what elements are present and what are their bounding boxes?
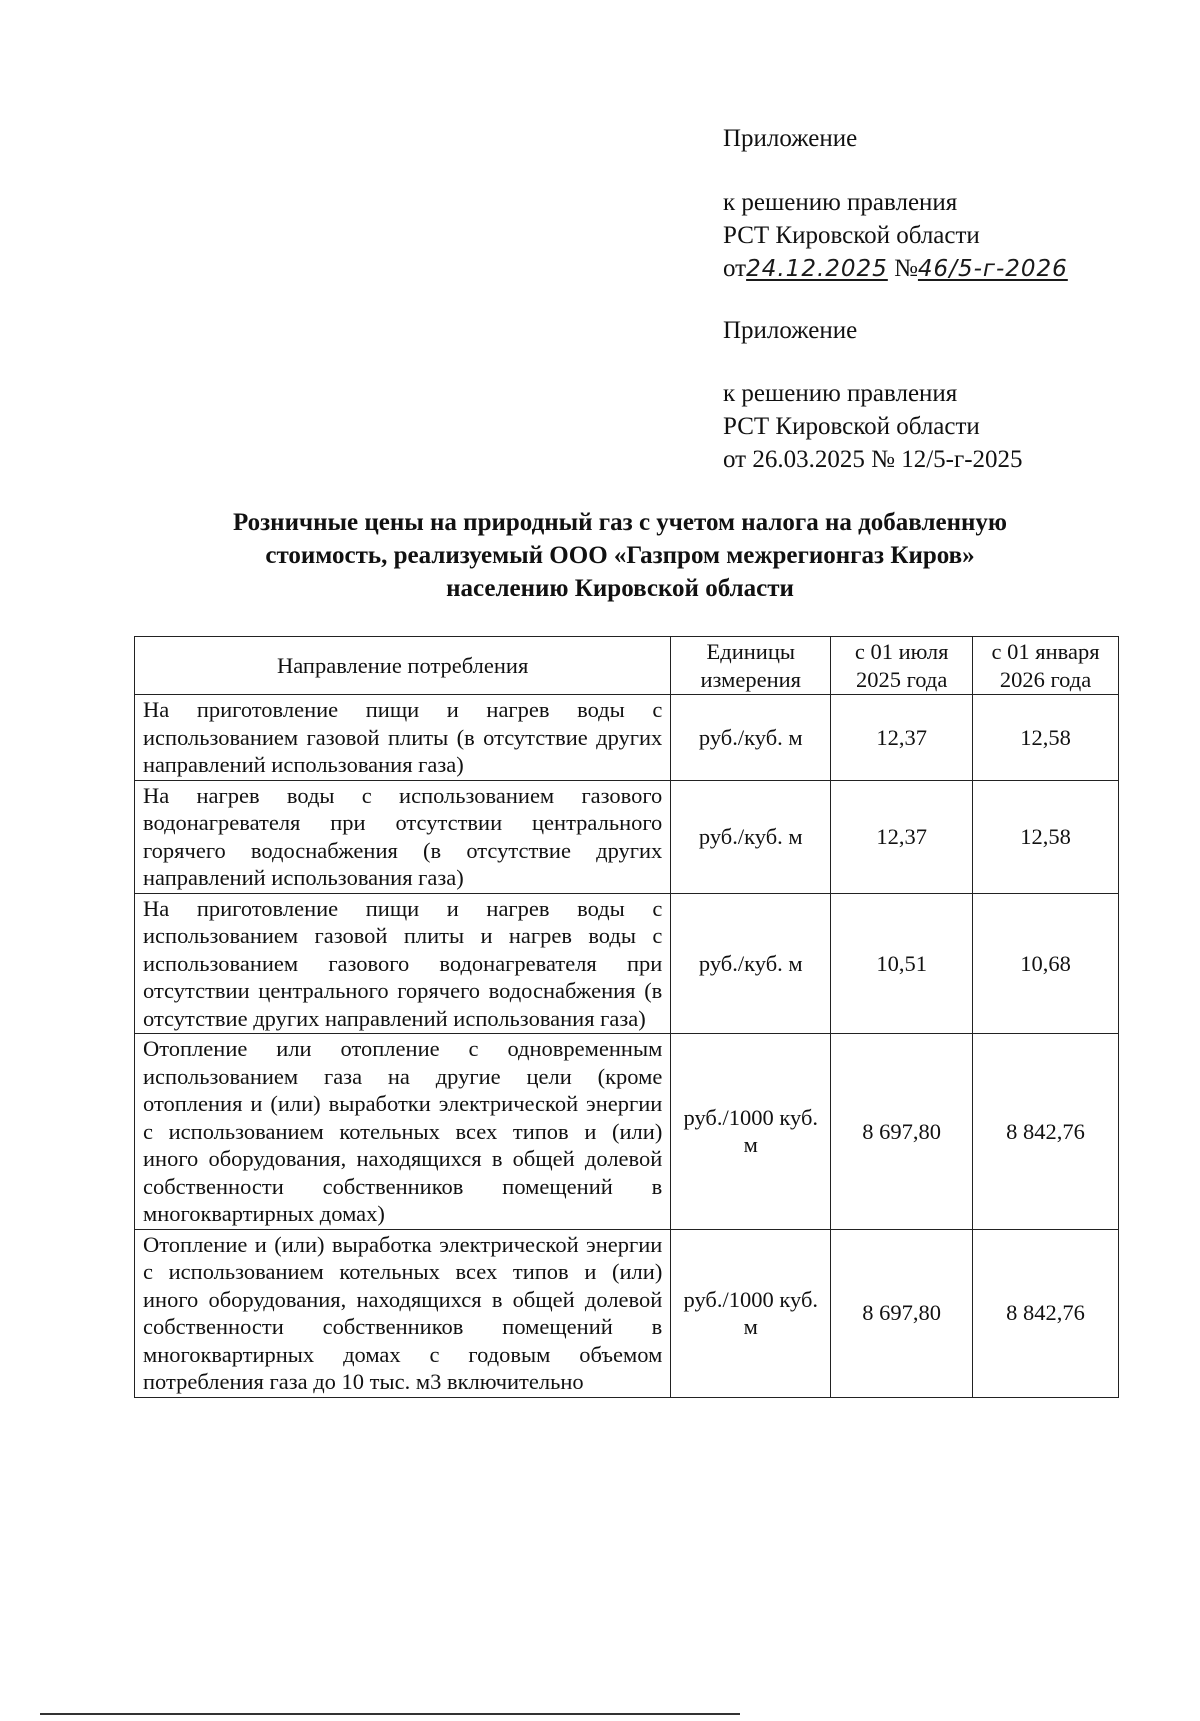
title-line-2: стоимость, реализуемый ООО «Газпром межрегионгаз Киров» bbox=[265, 542, 975, 569]
row-direction: На приготовление пищи и нагрев воды с использованием газовой плиты (в отсутствие других направлений использования газа) bbox=[135, 695, 671, 781]
appendix-current-reference bbox=[723, 186, 1068, 286]
appendix-original-reference bbox=[723, 377, 1023, 476]
header-price-2025: с 01 июля 2025 года bbox=[831, 637, 973, 695]
row-price-2026: 12,58 bbox=[973, 695, 1119, 781]
header-unit: Единицы измерения bbox=[671, 637, 831, 695]
header-price-2026: с 01 января 2026 года bbox=[973, 637, 1119, 695]
row-unit: руб./куб. м bbox=[671, 893, 831, 1034]
date-prefix: от bbox=[723, 255, 747, 282]
table-row bbox=[135, 695, 1119, 781]
row-price-2026: 12,58 bbox=[973, 780, 1119, 893]
row-unit: руб./1000 куб. м bbox=[671, 1034, 831, 1230]
table-header-row bbox=[135, 637, 1119, 695]
date-number-line: от 26.03.2025 № 12/5-г-2025 bbox=[723, 446, 1023, 473]
table-row bbox=[135, 780, 1119, 893]
page-bottom-divider bbox=[40, 1713, 740, 1715]
row-direction: На нагрев воды с использованием газового водонагревателя при отсутствии центрального горячего водоснабжения (в отсутствие других направлений использования газа) bbox=[135, 780, 671, 893]
row-price-2025: 8 697,80 bbox=[831, 1034, 973, 1230]
row-unit: руб./куб. м bbox=[671, 695, 831, 781]
date-number-line bbox=[723, 252, 1068, 286]
appendix-current-title bbox=[723, 122, 857, 155]
authority-line: РСТ Кировской области bbox=[723, 413, 980, 440]
row-price-2025: 12,37 bbox=[831, 780, 973, 893]
row-unit: руб./куб. м bbox=[671, 780, 831, 893]
appendix-title: Приложение bbox=[723, 125, 858, 152]
decision-line: к решению правления bbox=[723, 189, 958, 216]
title-line-1: Розничные цены на природный газ с учетом налога на добавленную bbox=[232, 509, 1008, 536]
price-table bbox=[134, 636, 1119, 1398]
row-price-2025: 12,37 bbox=[831, 695, 973, 781]
row-direction: На приготовление пищи и нагрев воды с использованием газовой плиты и нагрев воды с использованием газового водонагревателя при отсутствии центрального горячего водоснабжения (в отсутствие других направлений использования газа) bbox=[135, 893, 671, 1034]
table-row bbox=[135, 1229, 1119, 1397]
row-price-2025: 8 697,80 bbox=[831, 1229, 973, 1397]
row-price-2025: 10,51 bbox=[831, 893, 973, 1034]
authority-line: РСТ Кировской области bbox=[723, 222, 980, 249]
row-direction: Отопление или отопление с одновременным использованием газа на другие цели (кроме отопления и (или) выработки электрической энергии с использованием котельных всех типов и (или) иного оборудования, находящихся в общей долевой собственности собственников помещений в многоквартирных домах) bbox=[135, 1034, 671, 1230]
row-price-2026: 10,68 bbox=[973, 893, 1119, 1034]
row-price-2026: 8 842,76 bbox=[973, 1229, 1119, 1397]
header-direction: Направление потребления bbox=[135, 637, 671, 695]
table-row bbox=[135, 893, 1119, 1034]
decision-line: к решению правления bbox=[723, 380, 958, 407]
document-title bbox=[140, 506, 1100, 605]
row-direction: Отопление и (или) выработка электрической энергии с использованием котельных всех типов и (или) иного оборудования, находящихся в общей долевой собственности собственников помещений в многоквартирных домах с годовым объемом потребления газа до 10 тыс. м3 включительно bbox=[135, 1229, 671, 1397]
title-line-3: населению Кировской области bbox=[446, 575, 794, 602]
appendix-title: Приложение bbox=[723, 317, 858, 344]
row-price-2026: 8 842,76 bbox=[973, 1034, 1119, 1230]
appendix-original-title bbox=[723, 314, 857, 347]
row-unit: руб./1000 куб. м bbox=[671, 1229, 831, 1397]
number-prefix: № bbox=[894, 255, 918, 282]
handwritten-number: 46/5-г-2026 bbox=[917, 256, 1068, 282]
handwritten-date: 24.12.2025 bbox=[746, 256, 888, 282]
table-row bbox=[135, 1034, 1119, 1230]
